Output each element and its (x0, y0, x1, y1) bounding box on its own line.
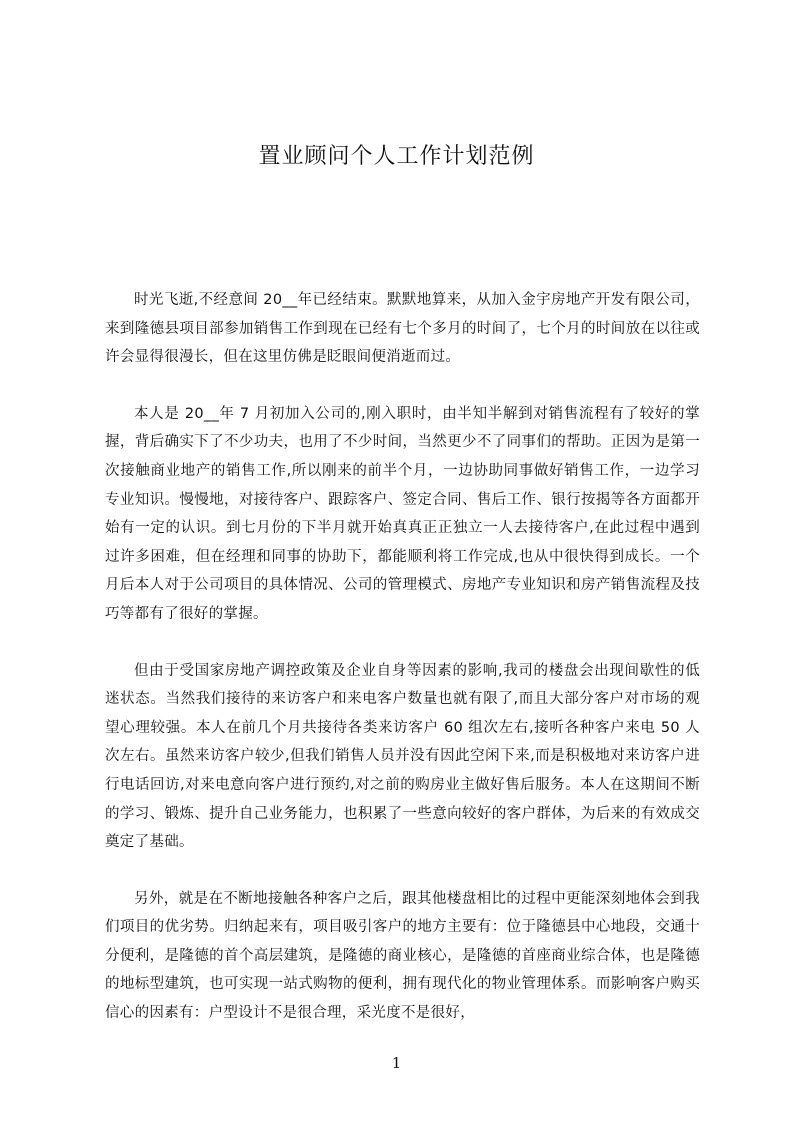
document-body (105, 286, 700, 1056)
paragraph-3: 但由于受国家房地产调控政策及企业自身等因素的影响,我司的楼盘会出现间歇性的低迷状态。当然我们接待的来访客户和来电客户数量也就有限了,而且大部分客户对市场的观望心理较强。本人在前几个月共接待各类来访客户 60 组次左右,接听各种客户来电 50 人次左右。虽然来访客户较少,但我们销售人员并没有因此空闲下来,而是积极地对来访客户进行电话回访,对来电意向客户进行预约,对之前的购房业主做好售后服务。本人在这期间不断的学习、锻炼、提升自己业务能力，也积累了一些意向较好的客户群体，为后来的有效成交奠定了基础。 (105, 662, 700, 851)
paragraph-2: 本人是 20__年 7 月初加入公司的,刚入职时，由半知半解到对销售流程有了较好的掌握，背后确实下了不少功夫，也用了不少时间，当然更少不了同事们的帮助。正因为是第一次接触商业地产的销售工作,所以刚来的前半个月，一边协助同事做好销售工作，一边学习专业知识。慢慢地，对接待客户、跟踪客户、签定合同、售后工作、银行按揭等各方面都开始有一定的认识。到七月份的下半月就开始真真正正独立一人去接待客户,在此过程中遇到过许多困难，但在经理和同事的协助下，都能顺利将工作完成,也从中很快得到成长。一个月后本人对于公司项目的具体情况、公司的管理模式、房地产专业知识和房产销售流程及技巧等都有了很好的掌握。 (105, 405, 700, 622)
paragraph-4: 另外，就是在不断地接触各种客户之后，跟其他楼盘相比的过程中更能深刻地体会到我们项目的优劣势。归纳起来有，项目吸引客户的地方主要有：位于隆德县中心地段，交通十分便利，是隆德的首个高层建筑，是隆德的商业核心，是隆德的首座商业综合体，也是隆德的地标型建筑，也可实现一站式购物的便利，拥有现代化的物业管理体系。而影响客户购买信心的因素有：户型设计不是很合理，采光度不是很好， (105, 890, 700, 1022)
document-title: 置业顾问个人工作计划范例 (258, 144, 535, 169)
page-number: 1 (391, 1054, 402, 1072)
paragraph-1: 时光飞逝,不经意间 20__年已经结束。默默地算来，从加入金宇房地产开发有限公司，来到隆德县项目部参加销售工作到现在已经有七个多月的时间了，七个月的时间放在以往或许会显得很漫长，但在这里仿佛是眨眼间便消逝而过。 (105, 292, 700, 366)
